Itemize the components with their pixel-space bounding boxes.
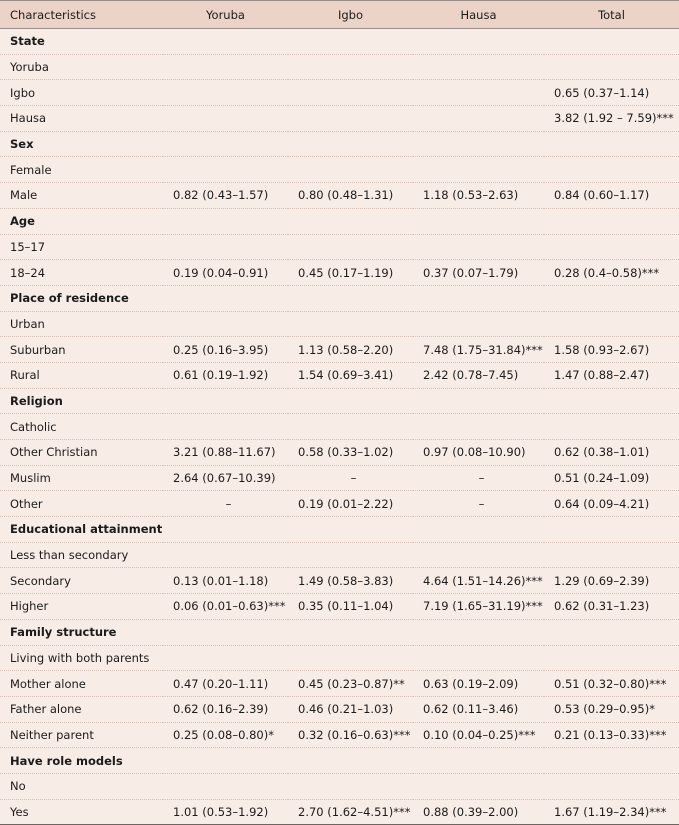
table-row [0,722,679,748]
igbo-cell: 0.45 (0.23–0.87)** [288,671,413,697]
table-row [0,542,679,568]
row-label: Higher [0,594,163,620]
header-total: Total [544,1,679,29]
yoruba-cell [163,645,288,671]
total-cell: 1.47 (0.88–2.47) [544,362,679,388]
row-label: Other Christian [0,440,163,466]
yoruba-cell: – [163,491,288,517]
table-row [0,568,679,594]
row-label: Igbo [0,80,163,106]
yoruba-cell: 0.19 (0.04–0.91) [163,260,288,286]
yoruba-cell: 0.62 (0.16–2.39) [163,696,288,722]
hausa-cell [413,311,544,337]
table-row [0,260,679,286]
yoruba-cell [163,157,288,183]
total-cell [544,285,679,311]
table-row [0,645,679,671]
yoruba-cell: 1.01 (0.53–1.92) [163,799,288,825]
igbo-cell: 0.58 (0.33–1.02) [288,440,413,466]
igbo-cell: 1.49 (0.58–3.83) [288,568,413,594]
table-row [0,414,679,440]
igbo-cell [288,54,413,80]
total-cell: 3.82 (1.92 – 7.59)*** [544,106,679,132]
hausa-cell [413,285,544,311]
yoruba-cell [163,106,288,132]
total-cell: 0.62 (0.38–1.01) [544,440,679,466]
yoruba-cell [163,748,288,774]
yoruba-cell [163,542,288,568]
igbo-cell: 0.35 (0.11–1.04) [288,594,413,620]
table-body [0,29,679,825]
total-cell: 1.29 (0.69–2.39) [544,568,679,594]
hausa-cell [413,773,544,799]
hausa-cell: 1.18 (0.53–2.63) [413,183,544,209]
row-label: Female [0,157,163,183]
yoruba-cell: 0.06 (0.01–0.63)*** [163,594,288,620]
hausa-cell: 0.62 (0.11–3.46) [413,696,544,722]
section-label: Educational attainment [0,517,163,543]
row-label: Muslim [0,465,163,491]
section-header-row [0,29,679,55]
hausa-cell: 0.97 (0.08–10.90) [413,440,544,466]
total-cell [544,414,679,440]
yoruba-cell: 3.21 (0.88–11.67) [163,440,288,466]
yoruba-cell [163,29,288,55]
total-cell: 0.84 (0.60–1.17) [544,183,679,209]
hausa-cell [413,157,544,183]
table-row [0,465,679,491]
hausa-cell: 0.10 (0.04–0.25)*** [413,722,544,748]
yoruba-cell [163,517,288,543]
hausa-cell [413,645,544,671]
table-row [0,54,679,80]
igbo-cell: 0.32 (0.16–0.63)*** [288,722,413,748]
row-label: Mother alone [0,671,163,697]
igbo-cell [288,773,413,799]
yoruba-cell: 0.61 (0.19–1.92) [163,362,288,388]
header-yoruba: Yoruba [163,1,288,29]
section-label: Have role models [0,748,163,774]
yoruba-cell: 0.25 (0.08–0.80)* [163,722,288,748]
igbo-cell [288,619,413,645]
section-header-row [0,517,679,543]
section-header-row [0,619,679,645]
hausa-cell [413,414,544,440]
table-row [0,671,679,697]
yoruba-cell [163,285,288,311]
table-row [0,594,679,620]
row-label: Rural [0,362,163,388]
row-label: Hausa [0,106,163,132]
yoruba-cell: 0.47 (0.20–1.11) [163,671,288,697]
section-label: Age [0,208,163,234]
hausa-cell [413,542,544,568]
yoruba-cell [163,619,288,645]
section-header-row [0,285,679,311]
igbo-cell: 0.80 (0.48–1.31) [288,183,413,209]
igbo-cell [288,29,413,55]
section-header-row [0,131,679,157]
total-cell: 0.51 (0.24–1.09) [544,465,679,491]
hausa-cell [413,517,544,543]
yoruba-cell [163,208,288,234]
yoruba-cell [163,131,288,157]
table-row [0,157,679,183]
section-label: Place of residence [0,285,163,311]
hausa-cell: 0.63 (0.19–2.09) [413,671,544,697]
table-row [0,491,679,517]
table-row [0,234,679,260]
total-cell [544,645,679,671]
hausa-cell: – [413,465,544,491]
table-row [0,799,679,825]
header-characteristics: Characteristics [0,1,163,29]
total-cell [544,748,679,774]
igbo-cell: 0.19 (0.01–2.22) [288,491,413,517]
yoruba-cell [163,773,288,799]
hausa-cell: 7.19 (1.65–31.19)*** [413,594,544,620]
total-cell [544,54,679,80]
hausa-cell: 7.48 (1.75–31.84)*** [413,337,544,363]
table-row [0,696,679,722]
row-label: Father alone [0,696,163,722]
section-label: Sex [0,131,163,157]
table-row [0,337,679,363]
igbo-cell [288,542,413,568]
igbo-cell [288,748,413,774]
total-cell [544,517,679,543]
yoruba-cell [163,54,288,80]
hausa-cell [413,54,544,80]
hausa-cell: – [413,491,544,517]
table-header [0,1,679,29]
hausa-cell: 4.64 (1.51–14.26)*** [413,568,544,594]
igbo-cell [288,414,413,440]
hausa-cell [413,234,544,260]
row-label: 15–17 [0,234,163,260]
hausa-cell [413,131,544,157]
igbo-cell: 0.45 (0.17–1.19) [288,260,413,286]
section-header-row [0,388,679,414]
row-label: No [0,773,163,799]
total-cell: 0.64 (0.09–4.21) [544,491,679,517]
igbo-cell [288,388,413,414]
row-label: Yes [0,799,163,825]
hausa-cell: 0.37 (0.07–1.79) [413,260,544,286]
igbo-cell [288,80,413,106]
yoruba-cell: 0.82 (0.43–1.57) [163,183,288,209]
hausa-cell [413,748,544,774]
igbo-cell [288,645,413,671]
igbo-cell [288,208,413,234]
total-cell [544,208,679,234]
total-cell: 0.51 (0.32–0.80)*** [544,671,679,697]
total-cell [544,388,679,414]
igbo-cell: 2.70 (1.62–4.51)*** [288,799,413,825]
hausa-cell [413,388,544,414]
yoruba-cell [163,311,288,337]
yoruba-cell: 0.13 (0.01–1.18) [163,568,288,594]
igbo-cell [288,234,413,260]
igbo-cell [288,285,413,311]
row-label: Yoruba [0,54,163,80]
hausa-cell: 2.42 (0.78–7.45) [413,362,544,388]
hausa-cell: 0.88 (0.39–2.00) [413,799,544,825]
row-label: Secondary [0,568,163,594]
table-row [0,440,679,466]
hausa-cell [413,106,544,132]
table-row [0,183,679,209]
table-row [0,80,679,106]
total-cell: 0.62 (0.31–1.23) [544,594,679,620]
section-label: State [0,29,163,55]
igbo-cell: 1.13 (0.58–2.20) [288,337,413,363]
row-label: Male [0,183,163,209]
igbo-cell [288,517,413,543]
total-cell: 0.28 (0.4–0.58)*** [544,260,679,286]
table-row [0,773,679,799]
igbo-cell [288,106,413,132]
table-row [0,106,679,132]
header-hausa: Hausa [413,1,544,29]
section-header-row [0,748,679,774]
yoruba-cell [163,388,288,414]
total-cell: 0.65 (0.37–1.14) [544,80,679,106]
section-label: Family structure [0,619,163,645]
table-row [0,362,679,388]
igbo-cell: 1.54 (0.69–3.41) [288,362,413,388]
row-label: Urban [0,311,163,337]
yoruba-cell [163,80,288,106]
row-label: Catholic [0,414,163,440]
total-cell [544,311,679,337]
total-cell [544,773,679,799]
total-cell [544,619,679,645]
hausa-cell [413,29,544,55]
yoruba-cell [163,234,288,260]
section-header-row [0,208,679,234]
igbo-cell [288,157,413,183]
row-label: Other [0,491,163,517]
section-label: Religion [0,388,163,414]
row-label: 18–24 [0,260,163,286]
hausa-cell [413,80,544,106]
total-cell [544,234,679,260]
total-cell [544,131,679,157]
total-cell: 1.67 (1.19–2.34)*** [544,799,679,825]
header-igbo: Igbo [288,1,413,29]
header-row [0,1,679,29]
row-label: Less than secondary [0,542,163,568]
total-cell: 0.53 (0.29–0.95)* [544,696,679,722]
hausa-cell [413,208,544,234]
igbo-cell [288,311,413,337]
table-row [0,311,679,337]
total-cell [544,542,679,568]
yoruba-cell: 2.64 (0.67–10.39) [163,465,288,491]
igbo-cell [288,131,413,157]
igbo-cell: – [288,465,413,491]
row-label: Neither parent [0,722,163,748]
total-cell: 0.21 (0.13–0.33)*** [544,722,679,748]
total-cell [544,157,679,183]
igbo-cell: 0.46 (0.21–1.03) [288,696,413,722]
yoruba-cell: 0.25 (0.16–3.95) [163,337,288,363]
total-cell [544,29,679,55]
row-label: Suburban [0,337,163,363]
total-cell: 1.58 (0.93–2.67) [544,337,679,363]
row-label: Living with both parents [0,645,163,671]
yoruba-cell [163,414,288,440]
hausa-cell [413,619,544,645]
